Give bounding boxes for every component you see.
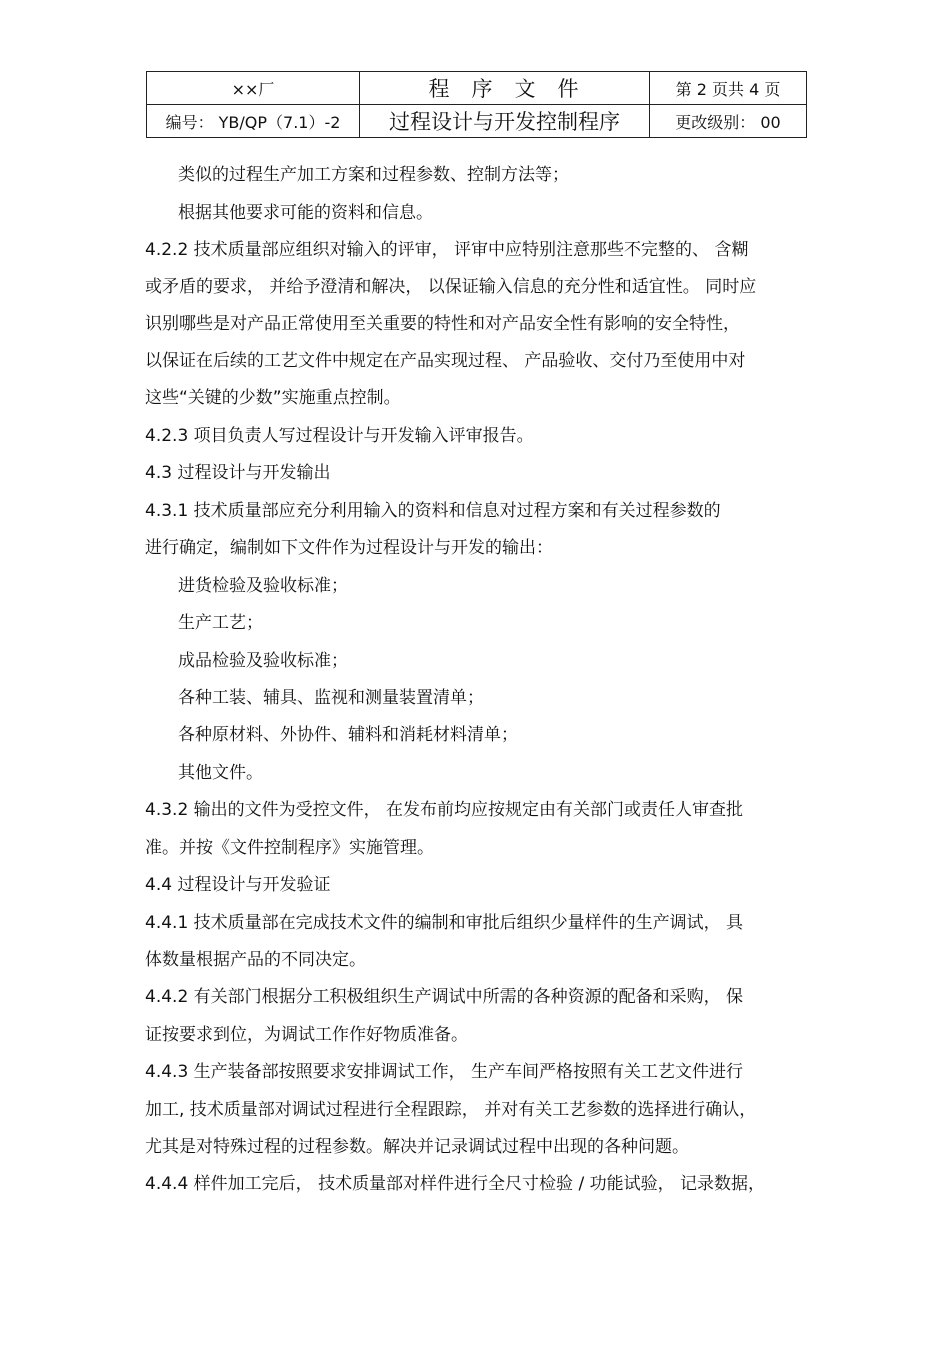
list-item: 各种原材料、外协件、辅料和消耗材料清单； (178, 725, 518, 745)
body-line: 加工, 技术质量部对调试过程进行全程跟踪， 并对有关工艺参数的选择进行确认， (145, 1100, 757, 1120)
section-heading: 4.4 过程设计与开发验证 (145, 875, 331, 895)
section-line: 4.4.4 样件加工完后， 技术质量部对样件进行全尺寸检验 / 功能试验， 记录数据， (145, 1174, 766, 1194)
list-item: 生产工艺； (178, 613, 263, 633)
section-line: 4.2.3 项目负责人写过程设计与开发输入评审报告。 (145, 426, 534, 446)
section-line: 4.3.1 技术质量部应充分利用输入的资料和信息对过程方案和有关过程参数的 (145, 501, 721, 521)
list-item: 成品检验及验收标准； (178, 651, 348, 671)
body-line: 准。并按《文件控制程序》实施管理。 (145, 838, 434, 858)
company-name: ××厂 (147, 72, 360, 105)
document-header-table (146, 71, 807, 138)
body-line: 根据其他要求可能的资料和信息。 (178, 203, 433, 223)
page-info: 第 2 页共 4 页 (650, 72, 807, 105)
body-line: 尤其是对特殊过程的过程参数。解决并记录调试过程中出现的各种问题。 (145, 1137, 689, 1157)
body-line: 4.2.2 技术质量部应组织对输入的评审， 评审中应特别注意那些不完整的、 含糊 (145, 240, 749, 260)
list-item: 各种工装、辅具、监视和测量装置清单； (178, 688, 484, 708)
section-heading: 4.3 过程设计与开发输出 (145, 463, 331, 483)
doc-type: 程序文件 (360, 72, 650, 105)
list-item: 其他文件。 (178, 763, 263, 783)
doc-number: 编号： YB/QP（7.1）-2 (147, 105, 360, 138)
body-line: 以保证在后续的工艺文件中规定在产品实现过程、 产品验收、交付乃至使用中对 (145, 351, 746, 371)
list-item: 进货检验及验收标准； (178, 576, 348, 596)
revision-level: 更改级别： 00 (650, 105, 807, 138)
section-line: 4.4.3 生产装备部按照要求安排调试工作， 生产车间严格按照有关工艺文件进行 (145, 1062, 744, 1082)
body-line: 类似的过程生产加工方案和过程参数、控制方法等； (178, 165, 569, 185)
section-line: 4.3.2 输出的文件为受控文件， 在发布前均应按规定由有关部门或责任人审查批 (145, 800, 744, 820)
body-line: 或矛盾的要求， 并给予澄清和解决， 以保证输入信息的充分性和适宜性。 同时应 (145, 277, 757, 297)
doc-title: 过程设计与开发控制程序 (360, 105, 650, 138)
body-line: 这些“关键的少数”实施重点控制。 (145, 388, 401, 408)
body-line: 证按要求到位，为调试工作作好物质准备。 (145, 1025, 468, 1045)
section-line: 4.4.2 有关部门根据分工积极组织生产调试中所需的各种资源的配备和采购， 保 (145, 987, 744, 1007)
body-line: 进行确定，编制如下文件作为过程设计与开发的输出： (145, 538, 553, 558)
body-line: 识别哪些是对产品正常使用至关重要的特性和对产品安全性有影响的安全特性， (145, 314, 740, 334)
section-line: 4.4.1 技术质量部在完成技术文件的编制和审批后组织少量样件的生产调试， 具 (145, 913, 744, 933)
body-line: 体数量根据产品的不同决定。 (145, 950, 366, 970)
